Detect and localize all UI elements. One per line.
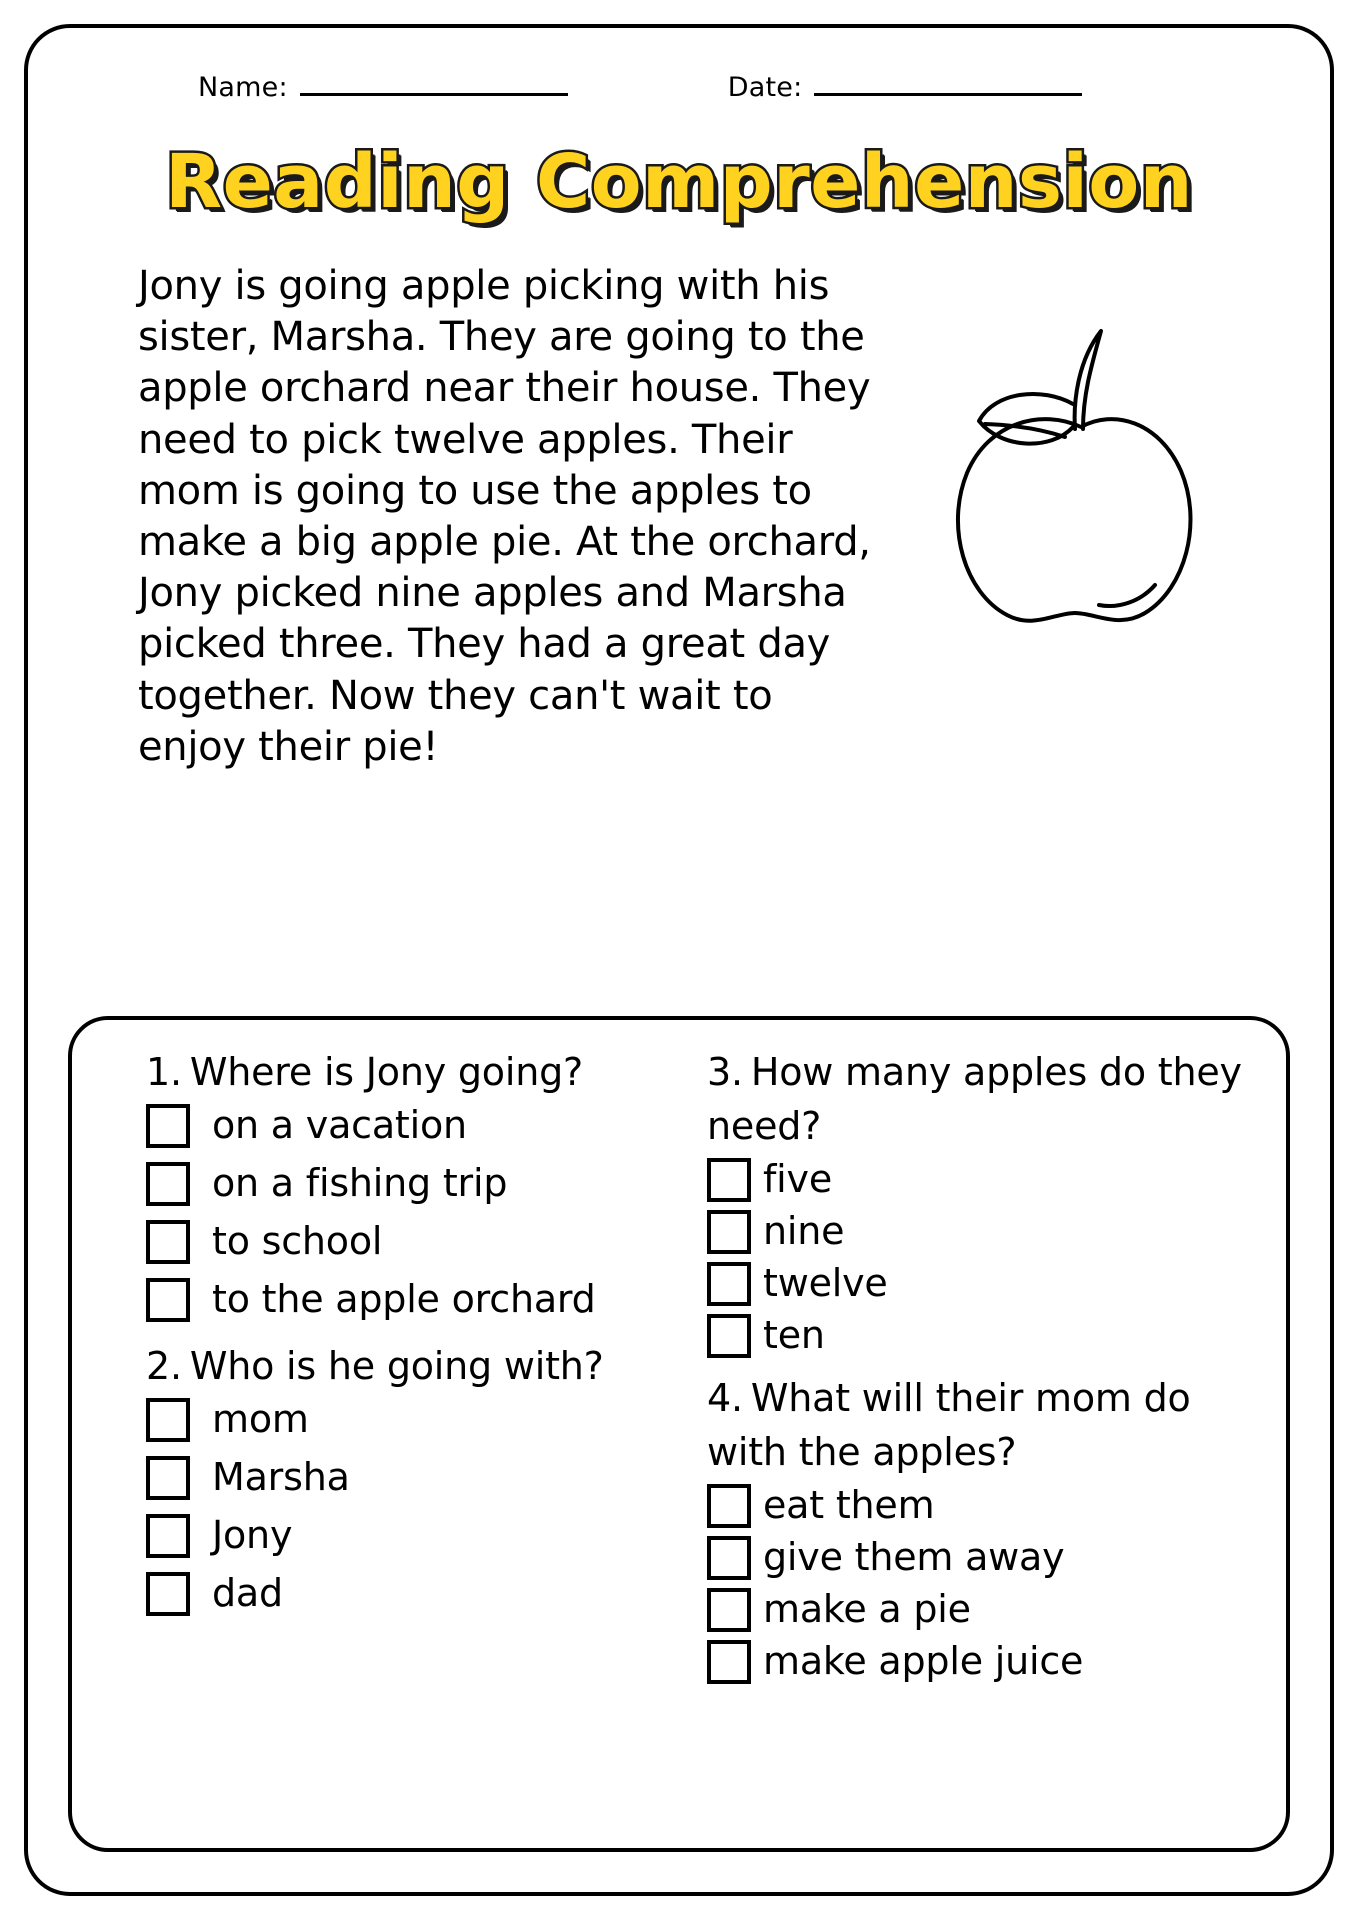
question-4 <box>707 1372 1262 1684</box>
question-1 <box>146 1046 679 1322</box>
question-2-text <box>146 1340 679 1394</box>
reading-passage: Jony is going apple picking with his sister, Marsha. They are going to the apple orchard near their house. They need to pick twelve apples. Their mom is going to use the apples to make a big apple pie. At the orchard, Jony picked nine apples and Marsha picked three. They had a great day together. Now they can't wait to enjoy their pie! <box>138 263 871 770</box>
date-field[interactable] <box>728 72 1083 103</box>
questions-column-right <box>679 1046 1262 1838</box>
option-label: make apple juice <box>763 1638 1084 1683</box>
question-3-prompt: How many apples do they need? <box>707 1050 1242 1148</box>
checkbox-icon[interactable] <box>707 1314 751 1358</box>
option-row[interactable] <box>146 1398 679 1442</box>
option-label: to school <box>212 1219 383 1264</box>
name-date-row <box>68 58 1290 103</box>
option-label: give them away <box>763 1534 1065 1579</box>
date-write-line[interactable] <box>814 92 1082 96</box>
option-row[interactable] <box>707 1640 1262 1684</box>
option-row[interactable] <box>146 1456 679 1500</box>
question-1-text <box>146 1046 679 1100</box>
option-label: nine <box>763 1209 845 1253</box>
question-3-options <box>707 1158 1262 1358</box>
question-1-prompt: Where is Jony going? <box>189 1050 583 1094</box>
checkbox-icon[interactable] <box>146 1162 190 1206</box>
checkbox-icon[interactable] <box>146 1572 190 1616</box>
option-label: mom <box>212 1397 309 1441</box>
option-row[interactable] <box>146 1278 679 1322</box>
title-container <box>68 139 1290 225</box>
checkbox-icon[interactable] <box>707 1536 751 1580</box>
question-2-options <box>146 1398 679 1616</box>
option-label: dad <box>212 1571 283 1615</box>
date-label: Date: <box>727 72 803 103</box>
option-row[interactable] <box>707 1314 1262 1358</box>
question-3-number: 3. <box>707 1050 743 1094</box>
apple-illustration-container <box>878 261 1268 639</box>
page-title: Reading Comprehension <box>165 139 1193 225</box>
option-row[interactable] <box>707 1210 1262 1254</box>
checkbox-icon[interactable] <box>707 1262 751 1306</box>
option-row[interactable] <box>146 1572 679 1616</box>
checkbox-icon[interactable] <box>707 1484 751 1528</box>
checkbox-icon[interactable] <box>146 1514 190 1558</box>
option-label: Marsha <box>212 1455 350 1499</box>
question-1-options <box>146 1104 679 1322</box>
worksheet-border <box>24 24 1334 1896</box>
checkbox-icon[interactable] <box>146 1220 190 1264</box>
question-1-number: 1. <box>146 1050 182 1094</box>
checkbox-icon[interactable] <box>707 1158 751 1202</box>
option-label: make a pie <box>763 1586 971 1631</box>
option-label: twelve <box>763 1261 888 1305</box>
checkbox-icon[interactable] <box>707 1588 751 1632</box>
name-label: Name: <box>198 72 288 103</box>
option-row[interactable] <box>707 1484 1262 1528</box>
option-row[interactable] <box>146 1514 679 1558</box>
question-3-text <box>707 1046 1262 1154</box>
question-2 <box>146 1340 679 1616</box>
option-row[interactable] <box>146 1162 679 1206</box>
option-label: Jony <box>212 1513 293 1557</box>
question-4-number: 4. <box>707 1375 743 1420</box>
name-field[interactable] <box>198 72 568 103</box>
option-row[interactable] <box>707 1536 1262 1580</box>
questions-column-left <box>96 1046 679 1838</box>
questions-panel <box>68 1016 1290 1852</box>
option-label: ten <box>763 1313 825 1357</box>
option-row[interactable] <box>707 1158 1262 1202</box>
option-label: on a vacation <box>212 1103 467 1148</box>
checkbox-icon[interactable] <box>707 1640 751 1684</box>
question-3 <box>707 1046 1262 1358</box>
checkbox-icon[interactable] <box>146 1398 190 1442</box>
checkbox-icon[interactable] <box>707 1210 751 1254</box>
option-label: five <box>763 1157 833 1201</box>
option-row[interactable] <box>707 1262 1262 1306</box>
question-4-text <box>707 1372 1262 1480</box>
question-4-options <box>707 1484 1262 1684</box>
checkbox-icon[interactable] <box>146 1456 190 1500</box>
option-label: eat them <box>763 1482 935 1527</box>
option-row[interactable] <box>707 1588 1262 1632</box>
question-2-number: 2. <box>146 1343 182 1388</box>
apple-icon <box>923 309 1223 639</box>
passage-row <box>68 261 1290 773</box>
question-2-prompt: Who is he going with? <box>189 1343 604 1388</box>
option-label: on a fishing trip <box>212 1161 508 1206</box>
option-label: to the apple orchard <box>212 1277 596 1322</box>
checkbox-icon[interactable] <box>146 1104 190 1148</box>
name-write-line[interactable] <box>300 92 568 96</box>
checkbox-icon[interactable] <box>146 1278 190 1322</box>
question-4-prompt: What will their mom do with the apples? <box>707 1375 1191 1474</box>
option-row[interactable] <box>146 1104 679 1148</box>
option-row[interactable] <box>146 1220 679 1264</box>
